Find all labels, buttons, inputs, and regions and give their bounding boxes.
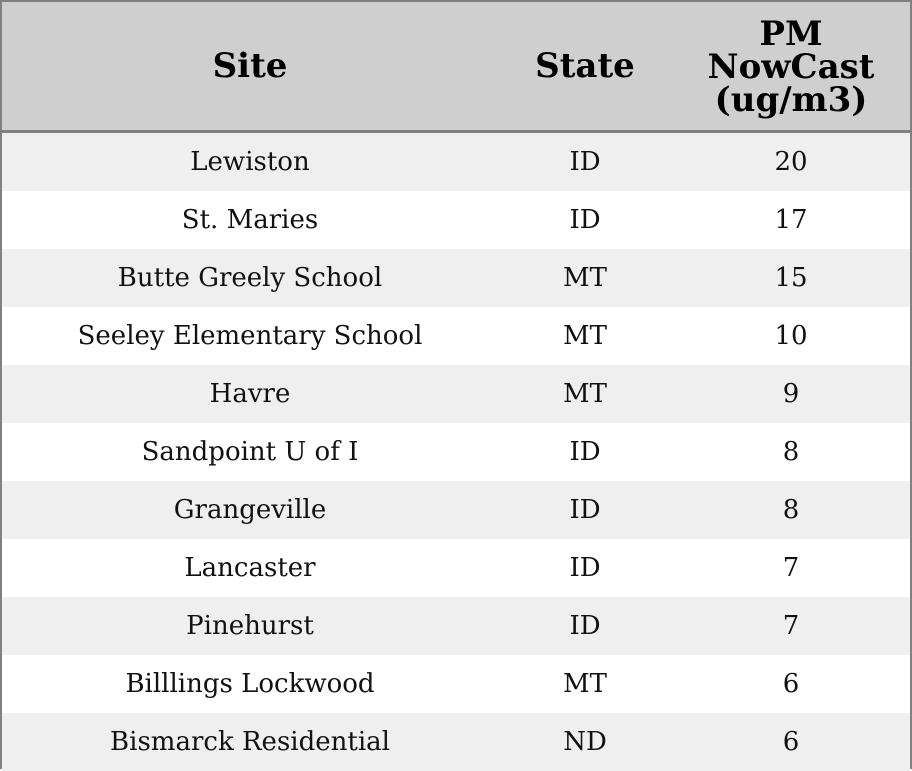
cell-site: Grangeville — [2, 481, 498, 539]
table-row — [2, 249, 910, 307]
cell-state: MT — [498, 365, 672, 423]
cell-state: ID — [498, 132, 672, 192]
cell-pm-nowcast: 9 — [672, 365, 910, 423]
header-row — [2, 2, 910, 132]
cell-pm-nowcast: 17 — [672, 191, 910, 249]
cell-pm-nowcast: 6 — [672, 713, 910, 771]
table-row — [2, 132, 910, 192]
cell-pm-nowcast: 8 — [672, 481, 910, 539]
cell-site: Bismarck Residential — [2, 713, 498, 771]
header-pm-line2: NowCast — [708, 47, 875, 87]
cell-state: ID — [498, 597, 672, 655]
cell-pm-nowcast: 7 — [672, 539, 910, 597]
cell-state: MT — [498, 249, 672, 307]
cell-pm-nowcast: 7 — [672, 597, 910, 655]
header-site: Site — [2, 2, 498, 132]
cell-state: ID — [498, 191, 672, 249]
table-header — [2, 2, 910, 132]
cell-site: Lancaster — [2, 539, 498, 597]
cell-site: St. Maries — [2, 191, 498, 249]
table-row — [2, 481, 910, 539]
cell-site: Seeley Elementary School — [2, 307, 498, 365]
table-row — [2, 307, 910, 365]
cell-state: MT — [498, 307, 672, 365]
cell-pm-nowcast: 8 — [672, 423, 910, 481]
cell-pm-nowcast: 15 — [672, 249, 910, 307]
cell-site: Havre — [2, 365, 498, 423]
cell-pm-nowcast: 6 — [672, 655, 910, 713]
cell-site: Lewiston — [2, 132, 498, 192]
pm-nowcast-table — [2, 2, 910, 771]
cell-pm-nowcast: 20 — [672, 132, 910, 192]
header-pm-nowcast — [672, 2, 910, 132]
cell-state: ID — [498, 539, 672, 597]
table-row — [2, 713, 910, 771]
table-row — [2, 597, 910, 655]
cell-site: Sandpoint U of I — [2, 423, 498, 481]
table-row — [2, 365, 910, 423]
cell-state: ID — [498, 423, 672, 481]
header-pm-line3: (ug/m3) — [715, 80, 868, 120]
cell-state: ID — [498, 481, 672, 539]
table-body — [2, 132, 910, 771]
table-row — [2, 423, 910, 481]
cell-state: MT — [498, 655, 672, 713]
table-row — [2, 539, 910, 597]
header-pm-line1: PM — [759, 14, 822, 54]
table-row — [2, 655, 910, 713]
cell-site: Butte Greely School — [2, 249, 498, 307]
cell-site: Billlings Lockwood — [2, 655, 498, 713]
header-state: State — [498, 2, 672, 132]
cell-state: ND — [498, 713, 672, 771]
table-row — [2, 191, 910, 249]
cell-site: Pinehurst — [2, 597, 498, 655]
cell-pm-nowcast: 10 — [672, 307, 910, 365]
